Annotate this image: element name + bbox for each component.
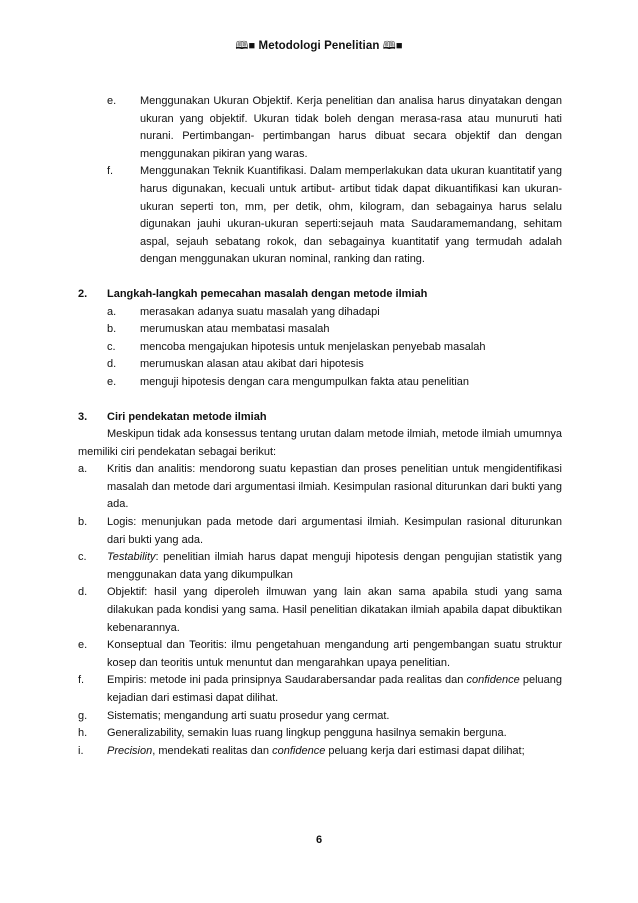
list-text: mencoba mengajukan hipotesis untuk menjelaskan penyebab masalah <box>140 340 486 353</box>
list-item <box>78 304 562 322</box>
section-title: Ciri pendekatan metode ilmiah <box>107 410 267 423</box>
italic-term: Testability <box>107 551 156 564</box>
list-text <box>107 743 562 761</box>
italic-term: confidence <box>272 744 326 757</box>
section-number: 3. <box>78 410 88 423</box>
italic-term: Precision <box>107 744 153 757</box>
list-marker: f. <box>107 165 114 178</box>
section-heading <box>78 286 562 304</box>
list-marker: e. <box>107 95 117 107</box>
list-marker: d. <box>78 586 88 599</box>
list-text: merumuskan alasan atau akibat dari hipotesis <box>140 358 364 371</box>
list-text: Menggunakan Ukuran Objektif. Kerja penelitian dan analisa harus dinyatakan dengan ukuran yang objektif. Ukuran tidak boleh dengan merasa-rasa atau munuruti hati nurani. Pertimbangan- pertimbangan harus dibuat secara objektif dan dengan menggunakan pikiran yang waras. <box>140 95 562 160</box>
list-marker: b. <box>78 516 88 529</box>
list-text-rest: : penelitian ilmiah harus dapat menguji hipotesis dengan pengujian statistik yang menggunakan data yang dikumpulkan <box>107 551 562 581</box>
list-item <box>78 461 562 514</box>
list-text: Objektif: hasil yang diperoleh ilmuwan yang lain akan sama apabila studi yang sama dilakukan pada kondisi yang sama. Hasil penelitian dikatakan ilmiah apabila dapat dibuktikan kebenarannya. <box>107 586 562 634</box>
list-item <box>78 549 562 584</box>
header-title: Metodologi Penelitian <box>258 40 380 52</box>
list-text: merasakan adanya suatu masalah yang dihadapi <box>140 305 380 318</box>
list-marker: f. <box>78 674 85 687</box>
list-text-before: Empiris: metode ini pada prinsipnya Saudarabersandar pada realitas dan <box>107 674 467 687</box>
section-intro: Meskipun tidak ada konsessus tentang urutan dalam metode ilmiah, metode ilmiah umumnya memiliki ciri pendekatan sebagai berikut: <box>78 428 562 458</box>
list-item <box>78 321 562 339</box>
list-text-after: peluang kejadian dari estimasi dapat dilihat. <box>107 674 562 704</box>
document-body <box>78 93 562 760</box>
list-item <box>78 743 562 761</box>
section-title: Langkah-langkah pemecahan masalah dengan metode ilmiah <box>107 287 428 300</box>
list-item <box>78 356 562 374</box>
section-number: 2. <box>78 287 88 300</box>
list-marker: d. <box>107 358 117 371</box>
list-text: Sistematis; mengandung arti suatu prosedur yang cermat. <box>107 709 390 722</box>
list-text: Kritis dan analitis: mendorong suatu kepastian dan proses penelitian untuk mengidentifikasi masalah dan metode dari argumentasi ilmiah. Kesimpulan rasional diturunkan dari bukti yang ada. <box>107 463 562 511</box>
list-item <box>78 637 562 672</box>
list-item <box>78 725 562 743</box>
list-text: Logis: menunjukan pada metode dari argumentasi ilmiah. Kesimpulan rasional diturunkan dari bukti yang ada. <box>107 516 562 546</box>
list-marker: b. <box>107 323 117 336</box>
page-number: 6 <box>315 834 323 846</box>
list-text-mid: , mendekati realitas dan <box>152 744 273 757</box>
list-item <box>78 163 562 269</box>
list-item <box>78 93 562 163</box>
list-marker: c. <box>107 340 116 353</box>
list-marker: c. <box>78 551 87 564</box>
italic-term: confidence <box>466 674 520 687</box>
section-heading <box>78 409 562 427</box>
list-text: Menggunakan Teknik Kuantifikasi. Dalam memperlakukan data ukuran kuantitatif yang harus digunakan, kecuali untuk artibut- artibut tidak dapat dikuantifikasi kan ukuran-ukuran seperti ton, mm, per detik, ohm, kilogram, dan sebagainya harus selalu digunakan jauhi ukuran-ukuran seperti:sejauh mata Saudaramemandang, sehitam aspal, sejauh sebatang rokok, dan sebagainya kuantitatif yang termudah adalah dengan menggunakan ukuran nominal, ranking dan rating. <box>140 165 562 266</box>
list-marker: a. <box>78 463 88 476</box>
list-item <box>78 708 562 726</box>
list-text: merumuskan atau membatasi masalah <box>140 323 330 336</box>
list-item <box>78 339 562 357</box>
list-text <box>107 549 562 584</box>
book-icon: 🕮■ <box>382 40 403 52</box>
list-marker: a. <box>107 305 117 318</box>
list-marker: e. <box>107 375 117 388</box>
list-text-after: peluang kerja dari estimasi dapat dilihat; <box>325 744 525 757</box>
list-text: menguji hipotesis dengan cara mengumpulkan fakta atau penelitian <box>140 375 469 388</box>
list-marker: g. <box>78 709 88 722</box>
list-text: Konseptual dan Teoritis: ilmu pengetahuan mengandung arti pengembangan suatu struktur kosep dan teoritis untuk menuntut dan mengarahkan upaya penelitian. <box>107 639 562 669</box>
list-item <box>78 514 562 549</box>
list-item <box>78 584 562 637</box>
page-header <box>0 37 638 56</box>
list-marker: i. <box>78 744 84 757</box>
book-icon: 🕮■ <box>235 40 256 52</box>
list-item <box>78 374 562 392</box>
list-marker: e. <box>78 639 88 652</box>
list-marker: h. <box>78 727 88 740</box>
list-text: Generalizability, semakin luas ruang lingkup pengguna hasilnya semakin berguna. <box>107 727 507 740</box>
list-item <box>78 672 562 707</box>
list-text <box>107 672 562 707</box>
